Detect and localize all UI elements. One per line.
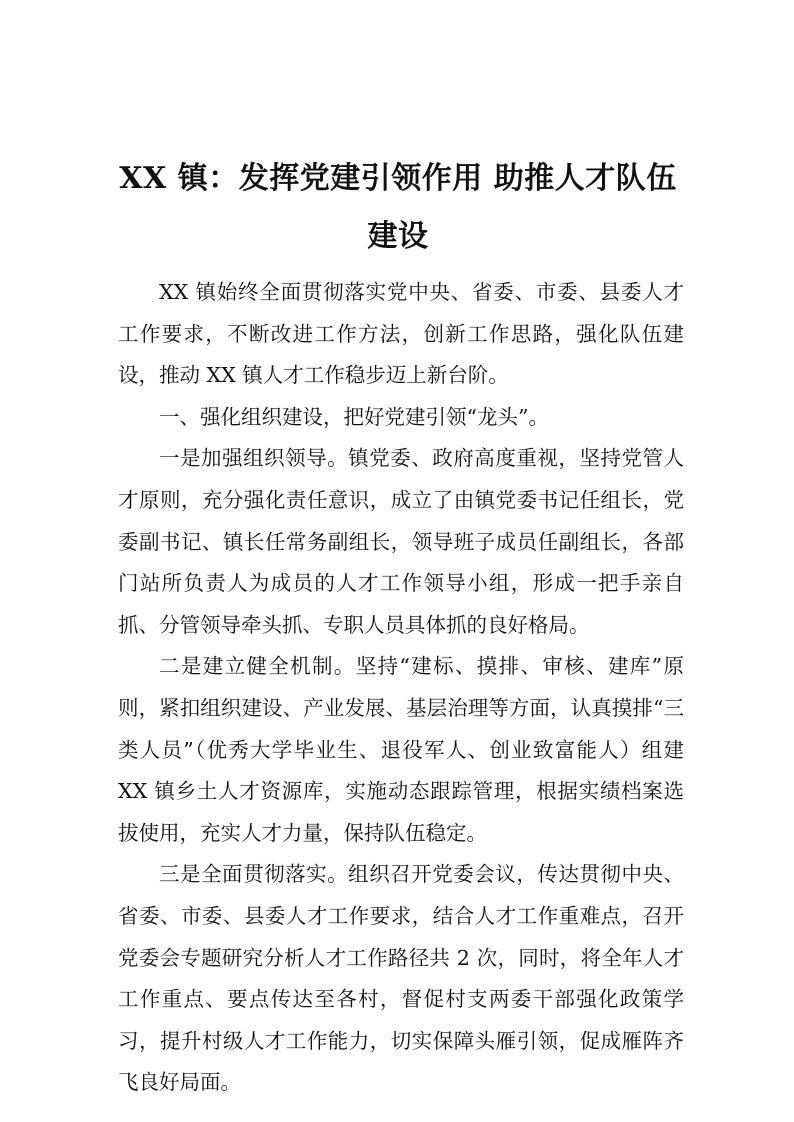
document-body (118, 272, 684, 1104)
document-title: XX 镇：发挥党建引领作用 助推人才队伍建设 (119, 161, 677, 255)
section-heading-1: 一、强化组织建设，把好党建引领“龙头”。 (159, 404, 549, 429)
paragraph-leadership: 一是加强组织领导。镇党委、政府高度重视，坚持党管人才原则，充分强化责任意识，成立了由镇党委书记任组长，党委副书记、镇长任常务副组长，领导班子成员任副组长，各部门站所负责人为成员的人才工作领导小组，形成一把手亲自抓、分管领导牵头抓、专职人员具体抓的良好格局。 (118, 446, 684, 637)
paragraph-implementation: 三是全面贯彻落实。组织召开党委会议，传达贯彻中央、省委、市委、县委人才工作要求，结合人才工作重难点，召开党委会专题研究分析人才工作路径共 2 次，同时，将全年人才工作重点、要点传达至各村，督促村支两委干部强化政策学习，提升村级人才工作能力，切实保障头雁引领，促成雁阵齐飞良好局面。 (118, 862, 684, 1095)
paragraph-mechanism: 二是建立健全机制。坚持“建标、摸排、审核、建库”原则，紧扣组织建设、产业发展、基层治理等方面，认真摸排“三类人员”（优秀大学毕业生、退役军人、创业致富能人）组建 XX 镇乡土人才资源库，实施动态跟踪管理，根据实绩档案选拔使用，充实人才力量，保持队伍稳定。 (118, 654, 684, 845)
paragraph-intro: XX 镇始终全面贯彻落实党中央、省委、市委、县委人才工作要求，不断改进工作方法，创新工作思路，强化队伍建设，推动 XX 镇人才工作稳步迈上新台阶。 (118, 280, 684, 388)
